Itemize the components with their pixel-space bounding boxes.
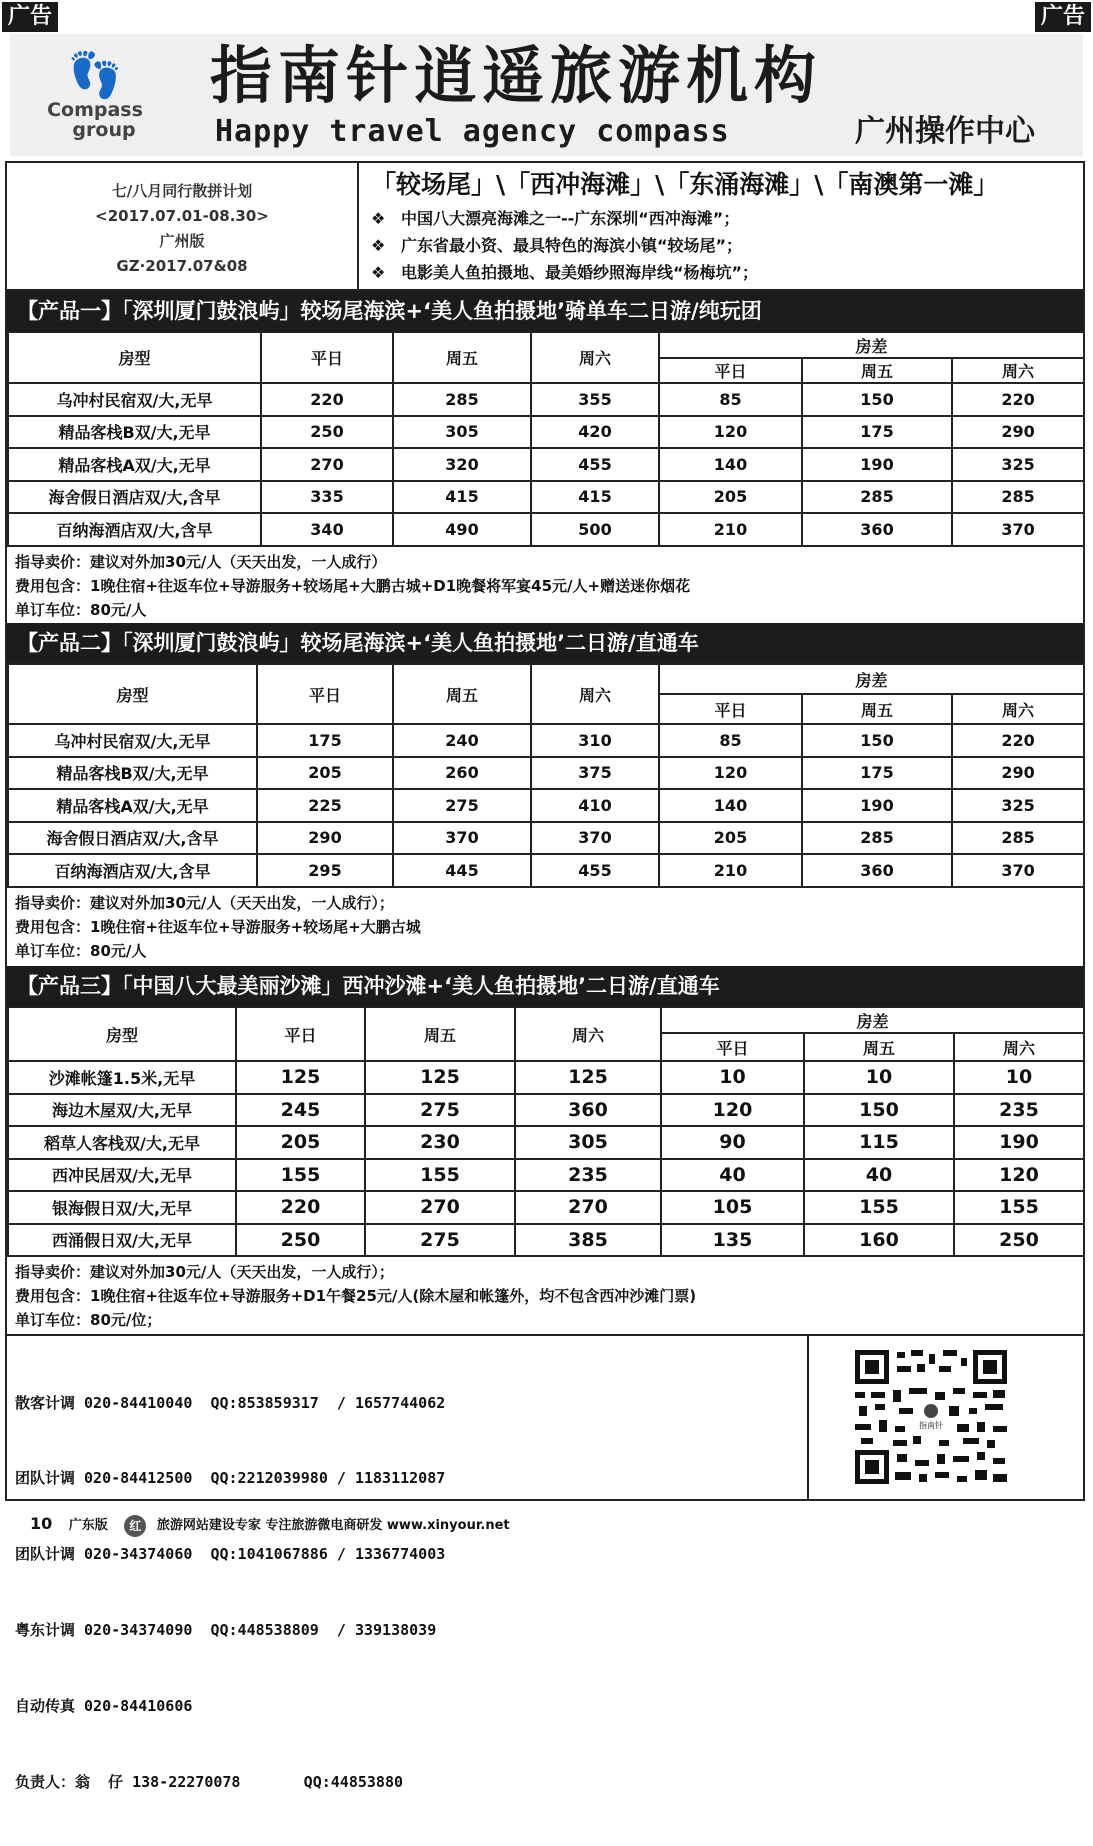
price-cell: 155 [804, 1191, 954, 1224]
col-weekday: 平日 [261, 332, 393, 383]
price-cell: 150 [802, 383, 952, 416]
page-number: 10 [30, 1514, 53, 1533]
price-cell: 85 [659, 383, 802, 416]
highlight-item: ❖ 中国八大漂亮海滩之一--广东深圳“西冲海滩”； [371, 205, 1073, 232]
price-cell: 420 [531, 416, 659, 449]
room-type-cell: 银海假日双/大,无早 [8, 1191, 236, 1224]
price-cell: 320 [393, 448, 531, 481]
col-weekday: 平日 [257, 664, 393, 724]
contact-line: 团队计调 020-34374060 QQ:1041067886 / 1336774003 [15, 1545, 446, 1564]
col-diff-saturday: 周六 [954, 1033, 1084, 1061]
table-row [8, 1094, 1084, 1127]
price-cell: 105 [661, 1191, 804, 1224]
room-type-cell: 乌冲村民宿双/大,无早 [8, 383, 261, 416]
price-cell: 240 [393, 724, 531, 757]
price-cell: 10 [804, 1061, 954, 1094]
price-cell: 290 [257, 822, 393, 855]
contact-line: 负责人：翁 仔 138-22270078 QQ:44853880 [15, 1773, 404, 1792]
price-table [7, 331, 1085, 547]
col-diff-friday: 周五 [804, 1033, 954, 1061]
price-cell: 190 [954, 1126, 1084, 1159]
price-cell: 175 [802, 757, 952, 790]
col-diff-weekday: 平日 [659, 358, 802, 383]
price-cell: 115 [804, 1126, 954, 1159]
price-table [7, 1006, 1085, 1257]
col-weekday: 平日 [236, 1007, 365, 1061]
col-friday: 周五 [393, 664, 531, 724]
note-line: 费用包含：1晚住宿+往返车位+导游服务+D1午餐25元/人(除木屋和帐篷外，均不包含西冲沙滩门票) [15, 1287, 697, 1305]
col-diff-weekday: 平日 [661, 1033, 804, 1061]
room-type-cell: 精品客栈A双/大,无早 [8, 789, 257, 822]
price-cell: 140 [659, 448, 802, 481]
logo-line2: group [72, 119, 136, 141]
table-body [8, 724, 1084, 887]
table-row [8, 1061, 1084, 1094]
price-cell: 375 [531, 757, 659, 790]
footprint-icon: 👣 [67, 50, 123, 101]
price-cell: 220 [261, 383, 393, 416]
table-row [8, 481, 1084, 514]
price-cell: 370 [531, 822, 659, 855]
note-line: 指导卖价：建议对外加30元/人（天天出发，一人成行）； [15, 1263, 394, 1281]
table-row [8, 1191, 1084, 1224]
price-cell: 250 [954, 1224, 1084, 1257]
price-cell: 290 [952, 416, 1084, 449]
price-cell: 415 [531, 481, 659, 514]
price-cell: 285 [952, 481, 1084, 514]
price-cell: 355 [531, 383, 659, 416]
price-cell: 225 [257, 789, 393, 822]
price-cell: 360 [802, 854, 952, 887]
room-type-cell: 精品客栈A双/大,无早 [8, 448, 261, 481]
col-room-diff: 房差 [661, 1007, 1084, 1033]
product-notes [7, 547, 1083, 625]
price-cell: 220 [236, 1191, 365, 1224]
price-cell: 175 [802, 416, 952, 449]
destinations: 「较场尾」\「西冲海滩」\「东涌海滩」\「南澳第一滩」 [371, 170, 999, 199]
room-type-cell: 乌冲村民宿双/大,无早 [8, 724, 257, 757]
product-3 [7, 966, 1083, 1335]
note-line: 费用包含：1晚住宿+往返车位+导游服务+较场尾+大鹏古城 [15, 917, 421, 936]
edition-label: 广东版 [68, 1518, 108, 1533]
price-cell: 205 [236, 1126, 365, 1159]
table-row [8, 448, 1084, 481]
price-cell: 40 [661, 1159, 804, 1192]
price-cell: 445 [393, 854, 531, 887]
price-cell: 285 [393, 383, 531, 416]
price-cell: 155 [365, 1159, 515, 1192]
col-diff-saturday: 周六 [952, 358, 1084, 383]
table-row [8, 724, 1084, 757]
col-room: 房型 [8, 1007, 236, 1061]
col-room-diff: 房差 [659, 332, 1084, 358]
col-room: 房型 [8, 332, 261, 383]
note-line: 指导卖价：建议对外加30元/人（天天出发，一人成行） [15, 552, 387, 571]
room-type-cell: 精品客栈B双/大,无早 [8, 416, 261, 449]
col-saturday: 周六 [531, 664, 659, 724]
price-cell: 150 [802, 724, 952, 757]
note-line: 指导卖价：建议对外加30元/人（天天出发，一人成行）； [15, 893, 394, 912]
price-cell: 120 [954, 1159, 1084, 1192]
price-cell: 290 [952, 757, 1084, 790]
table-body [8, 383, 1084, 546]
price-cell: 155 [954, 1191, 1084, 1224]
destination-info [361, 163, 1083, 289]
price-cell: 455 [531, 448, 659, 481]
compass-logo [40, 52, 150, 146]
price-cell: 260 [393, 757, 531, 790]
price-cell: 220 [952, 724, 1084, 757]
price-cell: 335 [261, 481, 393, 514]
price-cell: 150 [804, 1094, 954, 1127]
table-row [8, 383, 1084, 416]
price-cell: 325 [952, 448, 1084, 481]
price-cell: 40 [804, 1159, 954, 1192]
col-saturday: 周六 [515, 1007, 661, 1061]
price-cell: 370 [952, 513, 1084, 546]
price-cell: 235 [954, 1094, 1084, 1127]
room-type-cell: 沙滩帐篷1.5米,无早 [8, 1061, 236, 1094]
price-cell: 285 [952, 822, 1084, 855]
price-cell: 325 [952, 789, 1084, 822]
brand-title-cn: 指南针逍遥旅游机构 [210, 39, 823, 112]
brand-title-en: Happy travel agency compass [215, 114, 730, 149]
contact-line: 散客计调 020-84410040 QQ:853859317 / 1657744062 [15, 1393, 446, 1412]
col-room-diff: 房差 [659, 664, 1084, 694]
price-cell: 160 [804, 1224, 954, 1257]
price-cell: 205 [659, 481, 802, 514]
price-cell: 90 [661, 1126, 804, 1159]
price-cell: 490 [393, 513, 531, 546]
table-body [8, 1061, 1084, 1256]
price-cell: 125 [236, 1061, 365, 1094]
price-cell: 245 [236, 1094, 365, 1127]
price-cell: 285 [802, 481, 952, 514]
price-cell: 190 [802, 448, 952, 481]
price-cell: 120 [661, 1094, 804, 1127]
price-cell: 415 [393, 481, 531, 514]
price-cell: 120 [659, 416, 802, 449]
brand-center: 广州操作中心 [855, 114, 1035, 149]
diamond-bullet-icon: ❖ [371, 263, 386, 282]
price-cell: 210 [659, 854, 802, 887]
product-notes [7, 888, 1083, 966]
table-row [8, 789, 1084, 822]
highlight-item: ❖ 广东省最小资、最具特色的海滨小镇“较场尾”； [371, 232, 1073, 259]
contact-line: 粤东计调 020-34374090 QQ:448538809 / 339138039 [15, 1621, 437, 1640]
price-cell: 125 [515, 1061, 661, 1094]
ad-label-right: 广告 [1035, 2, 1091, 32]
price-cell: 135 [661, 1224, 804, 1257]
price-cell: 370 [952, 854, 1084, 887]
table-row [8, 854, 1084, 887]
logo-line1: Compass [47, 99, 143, 121]
table-row [8, 416, 1084, 449]
price-cell: 120 [659, 757, 802, 790]
price-cell: 210 [659, 513, 802, 546]
room-type-cell: 西涌假日双/大,无早 [8, 1224, 236, 1257]
product-title: 【产品一】「深圳厦门鼓浪屿」较场尾海滨+‘美人鱼拍摄地’骑单车二日游/纯玩团 [7, 291, 1083, 331]
price-cell: 125 [365, 1061, 515, 1094]
table-row [8, 757, 1084, 790]
table-row [8, 822, 1084, 855]
diamond-bullet-icon: ❖ [371, 209, 386, 228]
plan-line: 广州版 [159, 232, 205, 250]
price-cell: 190 [802, 789, 952, 822]
price-cell: 360 [802, 513, 952, 546]
note-line: 单订车位：80元/人 [15, 941, 147, 960]
ad-label-left: 广告 [2, 2, 58, 32]
room-type-cell: 百纳海酒店双/大,含早 [8, 513, 261, 546]
room-type-cell: 精品客栈B双/大,无早 [8, 757, 257, 790]
price-cell: 230 [365, 1126, 515, 1159]
table-row [8, 1126, 1084, 1159]
price-cell: 10 [661, 1061, 804, 1094]
qr-box [807, 1336, 1083, 1499]
col-diff-weekday: 平日 [659, 694, 802, 724]
price-cell: 270 [515, 1191, 661, 1224]
footer-slogan: 旅游网站建设专家 专注旅游微电商研发 www.xinyour.net [156, 1518, 510, 1533]
price-cell: 270 [261, 448, 393, 481]
intro-section [7, 163, 1083, 291]
price-cell: 305 [515, 1126, 661, 1159]
diamond-bullet-icon: ❖ [371, 236, 386, 255]
room-type-cell: 西冲民居双/大,无早 [8, 1159, 236, 1192]
col-diff-friday: 周五 [802, 694, 952, 724]
plan-line: 七/八月同行散拼计划 [111, 182, 253, 200]
plan-info [7, 163, 359, 289]
price-cell: 155 [236, 1159, 365, 1192]
price-cell: 310 [531, 724, 659, 757]
col-room: 房型 [8, 664, 257, 724]
contact-line: 团队计调 020-84412500 QQ:2212039980 / 1183112087 [15, 1469, 446, 1488]
price-cell: 235 [515, 1159, 661, 1192]
price-cell: 85 [659, 724, 802, 757]
table-row [8, 1224, 1084, 1257]
plan-line: GZ·2017.07&08 [116, 257, 248, 275]
col-friday: 周五 [393, 332, 531, 383]
price-cell: 285 [802, 822, 952, 855]
highlight-item: ❖ 电影美人鱼拍摄地、最美婚纱照海岸线“杨梅坑”； [371, 259, 1073, 286]
room-type-cell: 海舍假日酒店双/大,含早 [8, 481, 261, 514]
col-saturday: 周六 [531, 332, 659, 383]
price-cell: 175 [257, 724, 393, 757]
contact-list [15, 1340, 445, 1846]
room-type-cell: 海边木屋双/大,无早 [8, 1094, 236, 1127]
price-cell: 220 [952, 383, 1084, 416]
price-cell: 340 [261, 513, 393, 546]
price-cell: 455 [531, 854, 659, 887]
price-cell: 10 [954, 1061, 1084, 1094]
table-row [8, 513, 1084, 546]
price-cell: 370 [393, 822, 531, 855]
price-cell: 275 [365, 1224, 515, 1257]
qr-code-icon[interactable] [853, 1348, 1009, 1486]
header-banner [10, 34, 1083, 156]
qr-caption: 指南针 [919, 1421, 943, 1430]
note-line: 单订车位：80元/位； [15, 1311, 162, 1329]
price-cell: 250 [261, 416, 393, 449]
price-table [7, 663, 1085, 888]
price-cell: 410 [531, 789, 659, 822]
product-title: 【产品三】「中国八大最美丽沙滩」西冲沙滩+‘美人鱼拍摄地’二日游/直通车 [7, 966, 1083, 1006]
price-cell: 295 [257, 854, 393, 887]
contact-line: 自动传真 020-84410606 [15, 1697, 193, 1716]
price-cell: 275 [393, 789, 531, 822]
table-row [8, 1159, 1084, 1192]
price-cell: 275 [365, 1094, 515, 1127]
col-diff-friday: 周五 [802, 358, 952, 383]
plan-line: <2017.07.01-08.30> [95, 207, 269, 225]
price-cell: 250 [236, 1224, 365, 1257]
price-cell: 205 [659, 822, 802, 855]
page-footer [30, 1512, 510, 1536]
price-cell: 205 [257, 757, 393, 790]
col-friday: 周五 [365, 1007, 515, 1061]
price-cell: 500 [531, 513, 659, 546]
room-type-cell: 稻草人客栈双/大,无早 [8, 1126, 236, 1159]
price-cell: 140 [659, 789, 802, 822]
col-diff-saturday: 周六 [952, 694, 1084, 724]
room-type-cell: 百纳海酒店双/大,含早 [8, 854, 257, 887]
product-2 [7, 623, 1083, 966]
product-1 [7, 291, 1083, 625]
note-line: 费用包含：1晚住宿+往返车位+导游服务+较场尾+大鹏古城+D1晚餐将军宴45元/人+赠送迷你烟花 [15, 576, 691, 595]
room-type-cell: 海舍假日酒店双/大,含早 [8, 822, 257, 855]
hong-logo-icon: 红 [124, 1515, 146, 1537]
note-line: 单订车位：80元/人 [15, 600, 147, 619]
product-title: 【产品二】「深圳厦门鼓浪屿」较场尾海滨+‘美人鱼拍摄地’二日游/直通车 [7, 623, 1083, 663]
price-cell: 385 [515, 1224, 661, 1257]
price-cell: 360 [515, 1094, 661, 1127]
product-notes [7, 1257, 1083, 1335]
price-cell: 305 [393, 416, 531, 449]
price-cell: 270 [365, 1191, 515, 1224]
